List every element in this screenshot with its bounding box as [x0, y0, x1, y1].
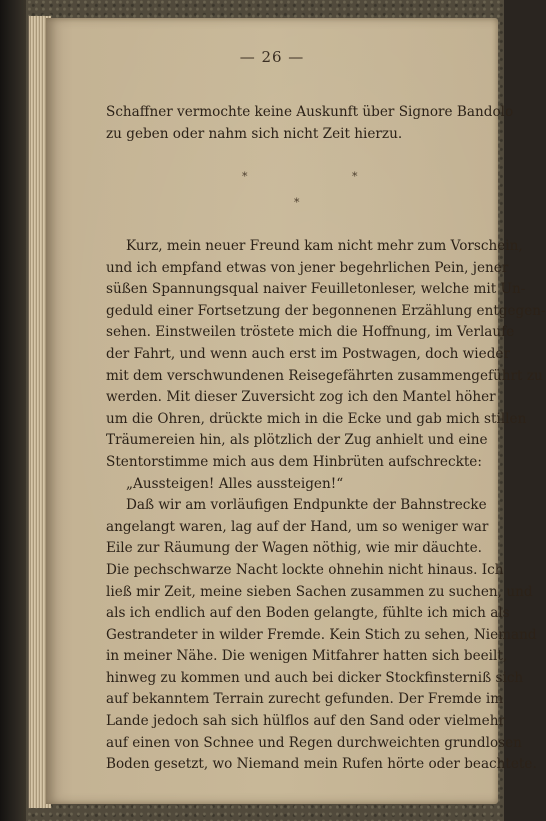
page-number: — 26 — — [239, 48, 305, 66]
text-line: Kurz, mein neuer Freund kam nicht mehr zum Vorschein, — [126, 238, 523, 254]
text-line: Gestrandeter in wilder Fremde. Kein Stich zu sehen, Niemand — [106, 626, 537, 643]
text-line: süßen Spannungsqual naiver Feuilletonleser, welche mit Un- — [106, 281, 526, 298]
text-line: werden. Mit dieser Zuversicht zog ich den Mantel höher — [106, 389, 496, 406]
text-line: Boden gesetzt, wo Niemand mein Rufen hörte oder beachtete. — [106, 756, 537, 773]
text-line: Träumereien hin, als plötzlich der Zug anhielt und eine — [106, 432, 488, 449]
text-line: geduld einer Fortsetzung der begonnenen Erzählung entgegen- — [106, 302, 546, 319]
text-line: Lande jedoch sah sich hülflos auf den Sand oder vielmehr — [106, 713, 505, 730]
asterisk-ornament: * — [352, 170, 358, 183]
book-page — [46, 18, 546, 804]
text-line: zu geben oder nahm sich nicht Zeit hierzu. — [106, 125, 403, 142]
text-line: ließ mir Zeit, meine sieben Sachen zusammen zu suchen, und — [106, 583, 533, 600]
paragraph-top — [106, 102, 514, 145]
text-line: und ich empfand etwas von jener begehrlichen Pein, jener — [106, 259, 509, 276]
asterisk-ornament: * — [242, 170, 248, 183]
text-line: angelangt waren, lag auf der Hand, um so weniger war — [106, 518, 489, 535]
book-spine — [0, 0, 26, 821]
text-line: Schaffner vermochte keine Auskunft über Signore Bandolo — [106, 104, 514, 120]
paragraph-main — [106, 236, 546, 776]
text-line: auf einen von Schnee und Regen durchweichten grundlosen — [106, 734, 522, 751]
text-line: der Fahrt, und wenn auch erst im Postwagen, doch wieder — [106, 345, 510, 362]
text-line: Die pechschwarze Nacht lockte ohnehin nicht hinaus. Ich — [106, 561, 504, 578]
text-line: auf bekanntem Terrain zurecht gefunden. Der Fremde im — [106, 691, 504, 708]
text-line: hinweg zu kommen und auch bei dicker Stockfinsterniß sich — [106, 669, 524, 686]
text-line: Daß wir am vorläufigen Endpunkte der Bahnstrecke — [126, 497, 487, 514]
text-line: in meiner Nähe. Die wenigen Mitfahrer hatten sich beeilt, — [106, 648, 508, 665]
text-line: um die Ohren, drückte mich in die Ecke und gab mich stillen — [106, 410, 527, 427]
asterisk-ornament: * — [294, 196, 300, 209]
text-line: sehen. Einstweilen tröstete mich die Hoffnung, im Verlaufe — [106, 324, 515, 341]
text-line: mit dem verschwundenen Reisegefährten zusammengeführt zu — [106, 367, 543, 384]
text-line: Eile zur Räumung der Wagen nöthig, wie mir däuchte. — [106, 540, 482, 557]
text-line: als ich endlich auf den Boden gelangte, fühlte ich mich als — [106, 605, 510, 622]
text-line: „Aussteigen! Alles aussteigen!“ — [126, 475, 344, 492]
text-line: Stentorstimme mich aus dem Hinbrüten aufschreckte: — [106, 453, 482, 470]
